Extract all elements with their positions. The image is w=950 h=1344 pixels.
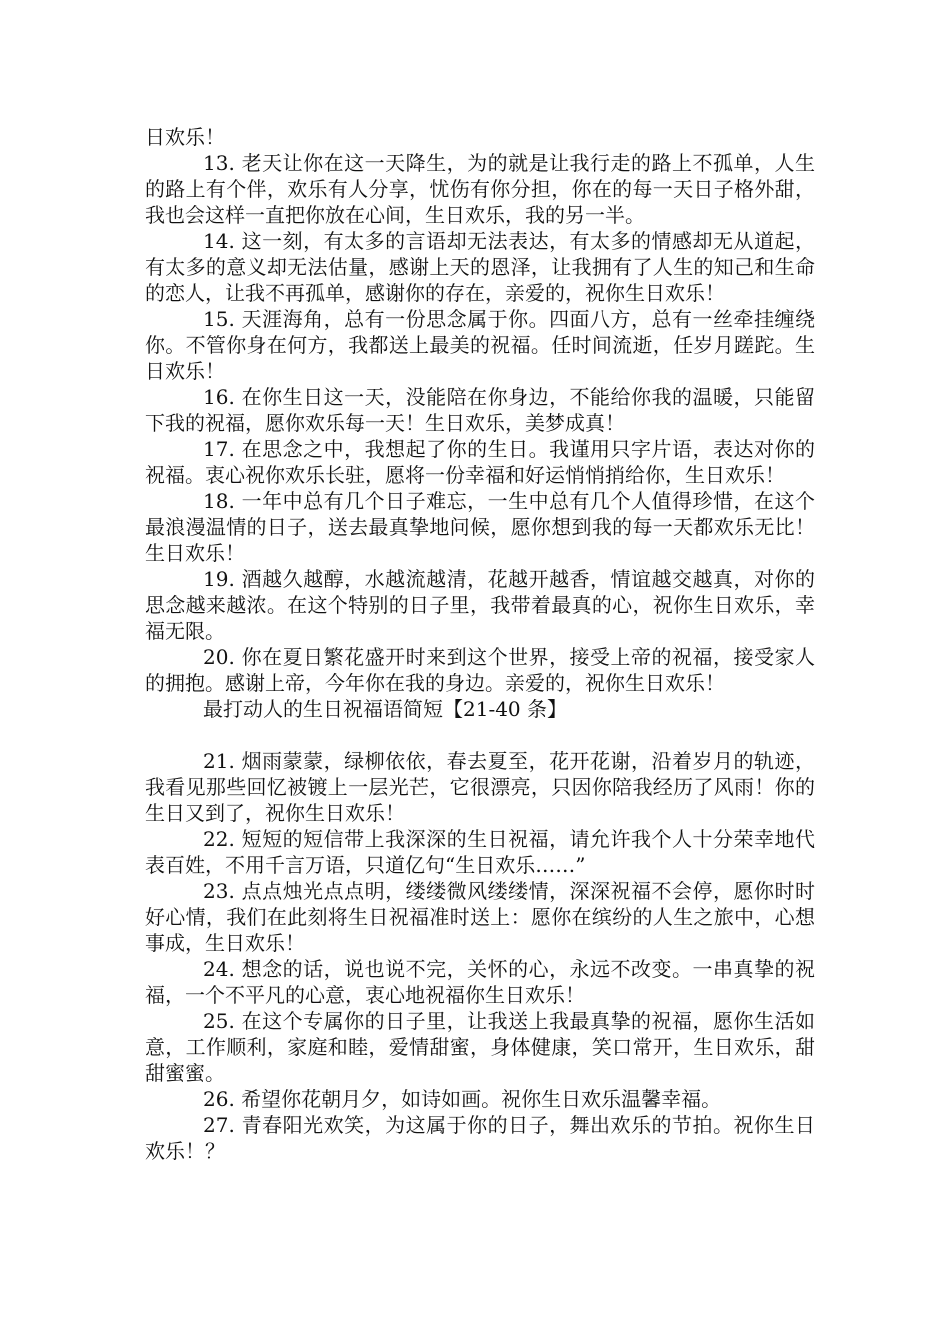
section-heading: 最打动人的生日祝福语简短【21-40 条】 xyxy=(203,697,568,721)
paragraph-19: 19. 酒越久越醇，水越流越清，花越开越香，情谊越交越真，对你的思念越来越浓。在这个特别的日子里，我带着最真的心，祝你生日欢乐，幸福无限。 xyxy=(145,567,815,643)
paragraph-26: 26. 希望你花朝月夕，如诗如画。祝你生日欢乐温馨幸福。 xyxy=(203,1087,722,1111)
paragraph-22: 22. 短短的短信带上我深深的生日祝福，请允许我个人十分荣幸地代表百姓，不用千言万语，只道亿句“生日欢乐……” xyxy=(145,827,815,877)
paragraph-23: 23. 点点烛光点点明，缕缕微风缕缕情，深深祝福不会停，愿你时时好心情，我们在此刻将生日祝福准时送上：愿你在缤纷的人生之旅中，心想事成，生日欢乐！ xyxy=(145,879,815,955)
blank-line xyxy=(145,722,815,748)
paragraph-15: 15. 天涯海角，总有一份思念属于你。四面八方，总有一丝牵挂缠绕你。不管你身在何方，我都送上最美的祝福。任时间流逝，任岁月蹉跎。生日欢乐！ xyxy=(145,307,815,383)
paragraph-16: 16. 在你生日这一天，没能陪在你身边，不能给你我的温暖，只能留下我的祝福，愿你欢乐每一天！生日欢乐，美梦成真！ xyxy=(145,385,815,435)
paragraph-13: 13. 老天让你在这一天降生，为的就是让我行走的路上不孤单，人生的路上有个伴，欢乐有人分享，忧伤有你分担，你在的每一天日子格外甜，我也会这样一直把你放在心间，生日欢乐，我的另一半。 xyxy=(145,151,815,227)
paragraph-24: 24. 想念的话，说也说不完，关怀的心，永远不改变。一串真挚的祝福，一个不平凡的心意，衷心地祝福你生日欢乐！ xyxy=(145,957,815,1007)
paragraph-21: 21. 烟雨蒙蒙，绿柳依依，春去夏至，花开花谢，沿着岁月的轨迹，我看见那些回忆被镀上一层光芒，它很漂亮，只因你陪我经历了风雨！你的生日又到了，祝你生日欢乐！ xyxy=(145,749,815,825)
paragraph-27: 27. 青春阳光欢笑，为这属于你的日子，舞出欢乐的节拍。祝你生日欢乐！？ xyxy=(145,1113,815,1163)
paragraph-25: 25. 在这个专属你的日子里，让我送上我最真挚的祝福，愿你生活如意，工作顺利，家庭和睦，爱情甜蜜，身体健康，笑口常开，生日欢乐，甜甜蜜蜜。 xyxy=(145,1009,815,1085)
paragraph-18: 18. 一年中总有几个日子难忘，一生中总有几个人值得珍惜，在这个最浪漫温情的日子，送去最真挚地问候，愿你想到我的每一天都欢乐无比！生日欢乐！ xyxy=(145,489,815,565)
paragraph-17: 17. 在思念之中，我想起了你的生日。我谨用只字片语，表达对你的祝福。衷心祝你欢乐长驻，愿将一份幸福和好运悄悄捎给你，生日欢乐！ xyxy=(145,437,815,487)
paragraph-20: 20. 你在夏日繁花盛开时来到这个世界，接受上帝的祝福，接受家人的拥抱。感谢上帝，今年你在我的身边。亲爱的，祝你生日欢乐！ xyxy=(145,645,815,695)
document-page xyxy=(145,124,815,1164)
paragraph-14: 14. 这一刻，有太多的言语却无法表达，有太多的情感却无从道起，有太多的意义却无法估量，感谢上天的恩泽，让我拥有了人生的知己和生命的恋人，让我不再孤单，感谢你的存在，亲爱的，祝你生日欢乐！ xyxy=(145,229,815,305)
paragraph-continued: 日欢乐！ xyxy=(145,125,225,149)
